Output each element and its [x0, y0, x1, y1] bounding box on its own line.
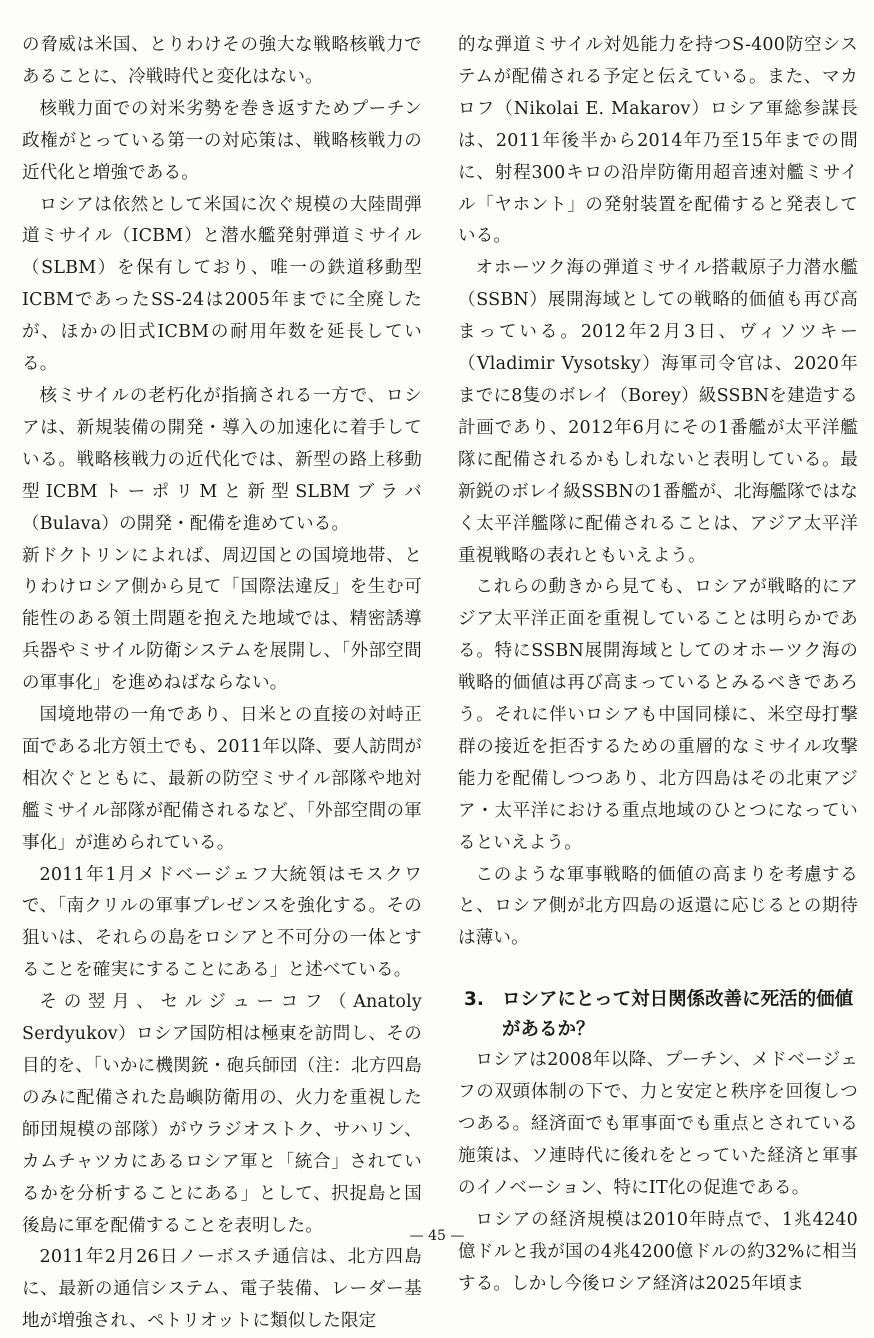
paragraph: オホーツク海の弾道ミサイル搭載原子力潜水艦（SSBN）展開海域としての戦略的価値も再び高まっている。2012年2月3日、ヴィソツキー（Vladimir Vysotsky）海軍司令官は、2020年までに8隻のボレイ（Borey）級SSBNを建造する計画であり、2012年6月にその1番艦が太平洋艦隊に配備されるかもしれないと表明している。最新鋭のボレイ級SSBNの1番艦が、北海艦隊ではなく太平洋艦隊に配備されることは、アジア太平洋重視戦略の表れともいえよう。 [458, 258, 858, 566]
right-column [458, 30, 858, 1301]
section-title: ロシアにとって対日関係改善に死活的価値があるか？ [502, 989, 854, 1041]
left-column [22, 30, 422, 1338]
paragraph: このような軍事戦略的価値の高まりを考慮すると、ロシア側が北方四島の返還に応じるとの期待は薄い。 [458, 864, 858, 949]
section-number: 3. [464, 989, 484, 1011]
paragraph: 核戦力面での対米劣勢を巻き返すためプーチン政権がとっている第一の対応策は、戦略核戦力の近代化と増強である。 [22, 98, 422, 183]
paragraph: ロシアは依然として米国に次ぐ規模の大陸間弾道ミサイル（ICBM）と潜水艦発射弾道ミサイル（SLBM）を保有しており、唯一の鉄道移動型ICBMであったSS-24は2005年までに全廃したが、ほかの旧式ICBMの耐用年数を延長している。 [22, 194, 422, 375]
paragraph: 2011年2月26日ノーボスチ通信は、北方四島に、最新の通信システム、電子装備、レーダー基地が増強され、ペトリオットに類似した限定 [22, 1247, 422, 1332]
paragraph: ロシアの経済規模は2010年時点で、1兆4240億ドルと我が国の4兆4200億ドルの約32%に相当する。しかし今後ロシア経済は2025年頃ま [458, 1209, 858, 1294]
paragraph: その翌月、セルジューコフ（Anatoly Serdyukov）ロシア国防相は極東を訪問し、その目的を、「いかに機関銃・砲兵師団（注：北方四島のみに配備された島嶼防衛用の、火力を重視した師団規模の部隊）がウラジオストク、サハリン、カムチャツカにあるロシア軍と「統合」されているかを分析することにある」として、択捉島と国後島に軍を配備することを表明した。 [22, 992, 422, 1236]
paragraph: 的な弾道ミサイル対処能力を持つS-400防空システムが配備される予定と伝えている。また、マカロフ（Nikolai E. Makarov）ロシア軍総参謀長は、2011年後半から2014年乃至15年までの間に、射程300キロの沿岸防衛用超音速対艦ミサイル「ヤホント」の発射装置を配備すると発表している。 [458, 35, 858, 247]
paragraph: 2011年1月メドベージェフ大統領はモスクワで、「南クリルの軍事プレゼンスを強化する。その狙いは、それらの島をロシアと不可分の一体とすることを確実にすることにある」と述べている。 [22, 864, 422, 981]
section-heading [458, 985, 858, 1045]
paragraph: 新ドクトリンによれば、周辺国との国境地帯、とりわけロシア側から見て「国際法違反」を生む可能性のある領土問題を抱えた地域では、精密誘導兵器やミサイル防衛システムを展開し、「外部空間の軍事化」を進めねばならない。 [22, 545, 422, 694]
paragraph: ロシアは2008年以降、プーチン、メドベージェフの双頭体制の下で、力と安定と秩序を回復しつつある。経済面でも軍事面でも重点とされている施策は、ソ連時代に後れをとっていた経済と軍事のイノベーション、特にIT化の促進である。 [458, 1050, 858, 1198]
paragraph: 国境地帯の一角であり、日米との直接の対峙正面である北方領土でも、2011年以降、要人訪問が相次ぐとともに、最新の防空ミサイル部隊や地対艦ミサイル部隊が配備されるなど、「外部空間の軍事化」が進められている。 [22, 705, 422, 853]
paragraph: の脅威は米国、とりわけその強大な戦略核戦力であることに、冷戦時代と変化はない。 [22, 35, 422, 87]
paragraph: 核ミサイルの老朽化が指摘される一方で、ロシアは、新規装備の開発・導入の加速化に着手している。戦略核戦力の近代化では、新型の路上移動型ICBMトーポリMと新型SLBMブラバ（Bulava）の開発・配備を進めている。 [22, 385, 422, 534]
paragraph: これらの動きから見ても、ロシアが戦略的にアジア太平洋正面を重視していることは明らかである。特にSSBN展開海域としてのオホーツク海の戦略的価値は再び高まっているとみるべきであろう。それに伴いロシアも中国同様に、米空母打撃群の接近を拒否するための重層的なミサイル攻撃能力を配備しつつあり、北方四島はその北東アジア・太平洋における重点地域のひとつになっているといえよう。 [458, 577, 858, 853]
page-number: — 45 — [409, 1228, 465, 1244]
